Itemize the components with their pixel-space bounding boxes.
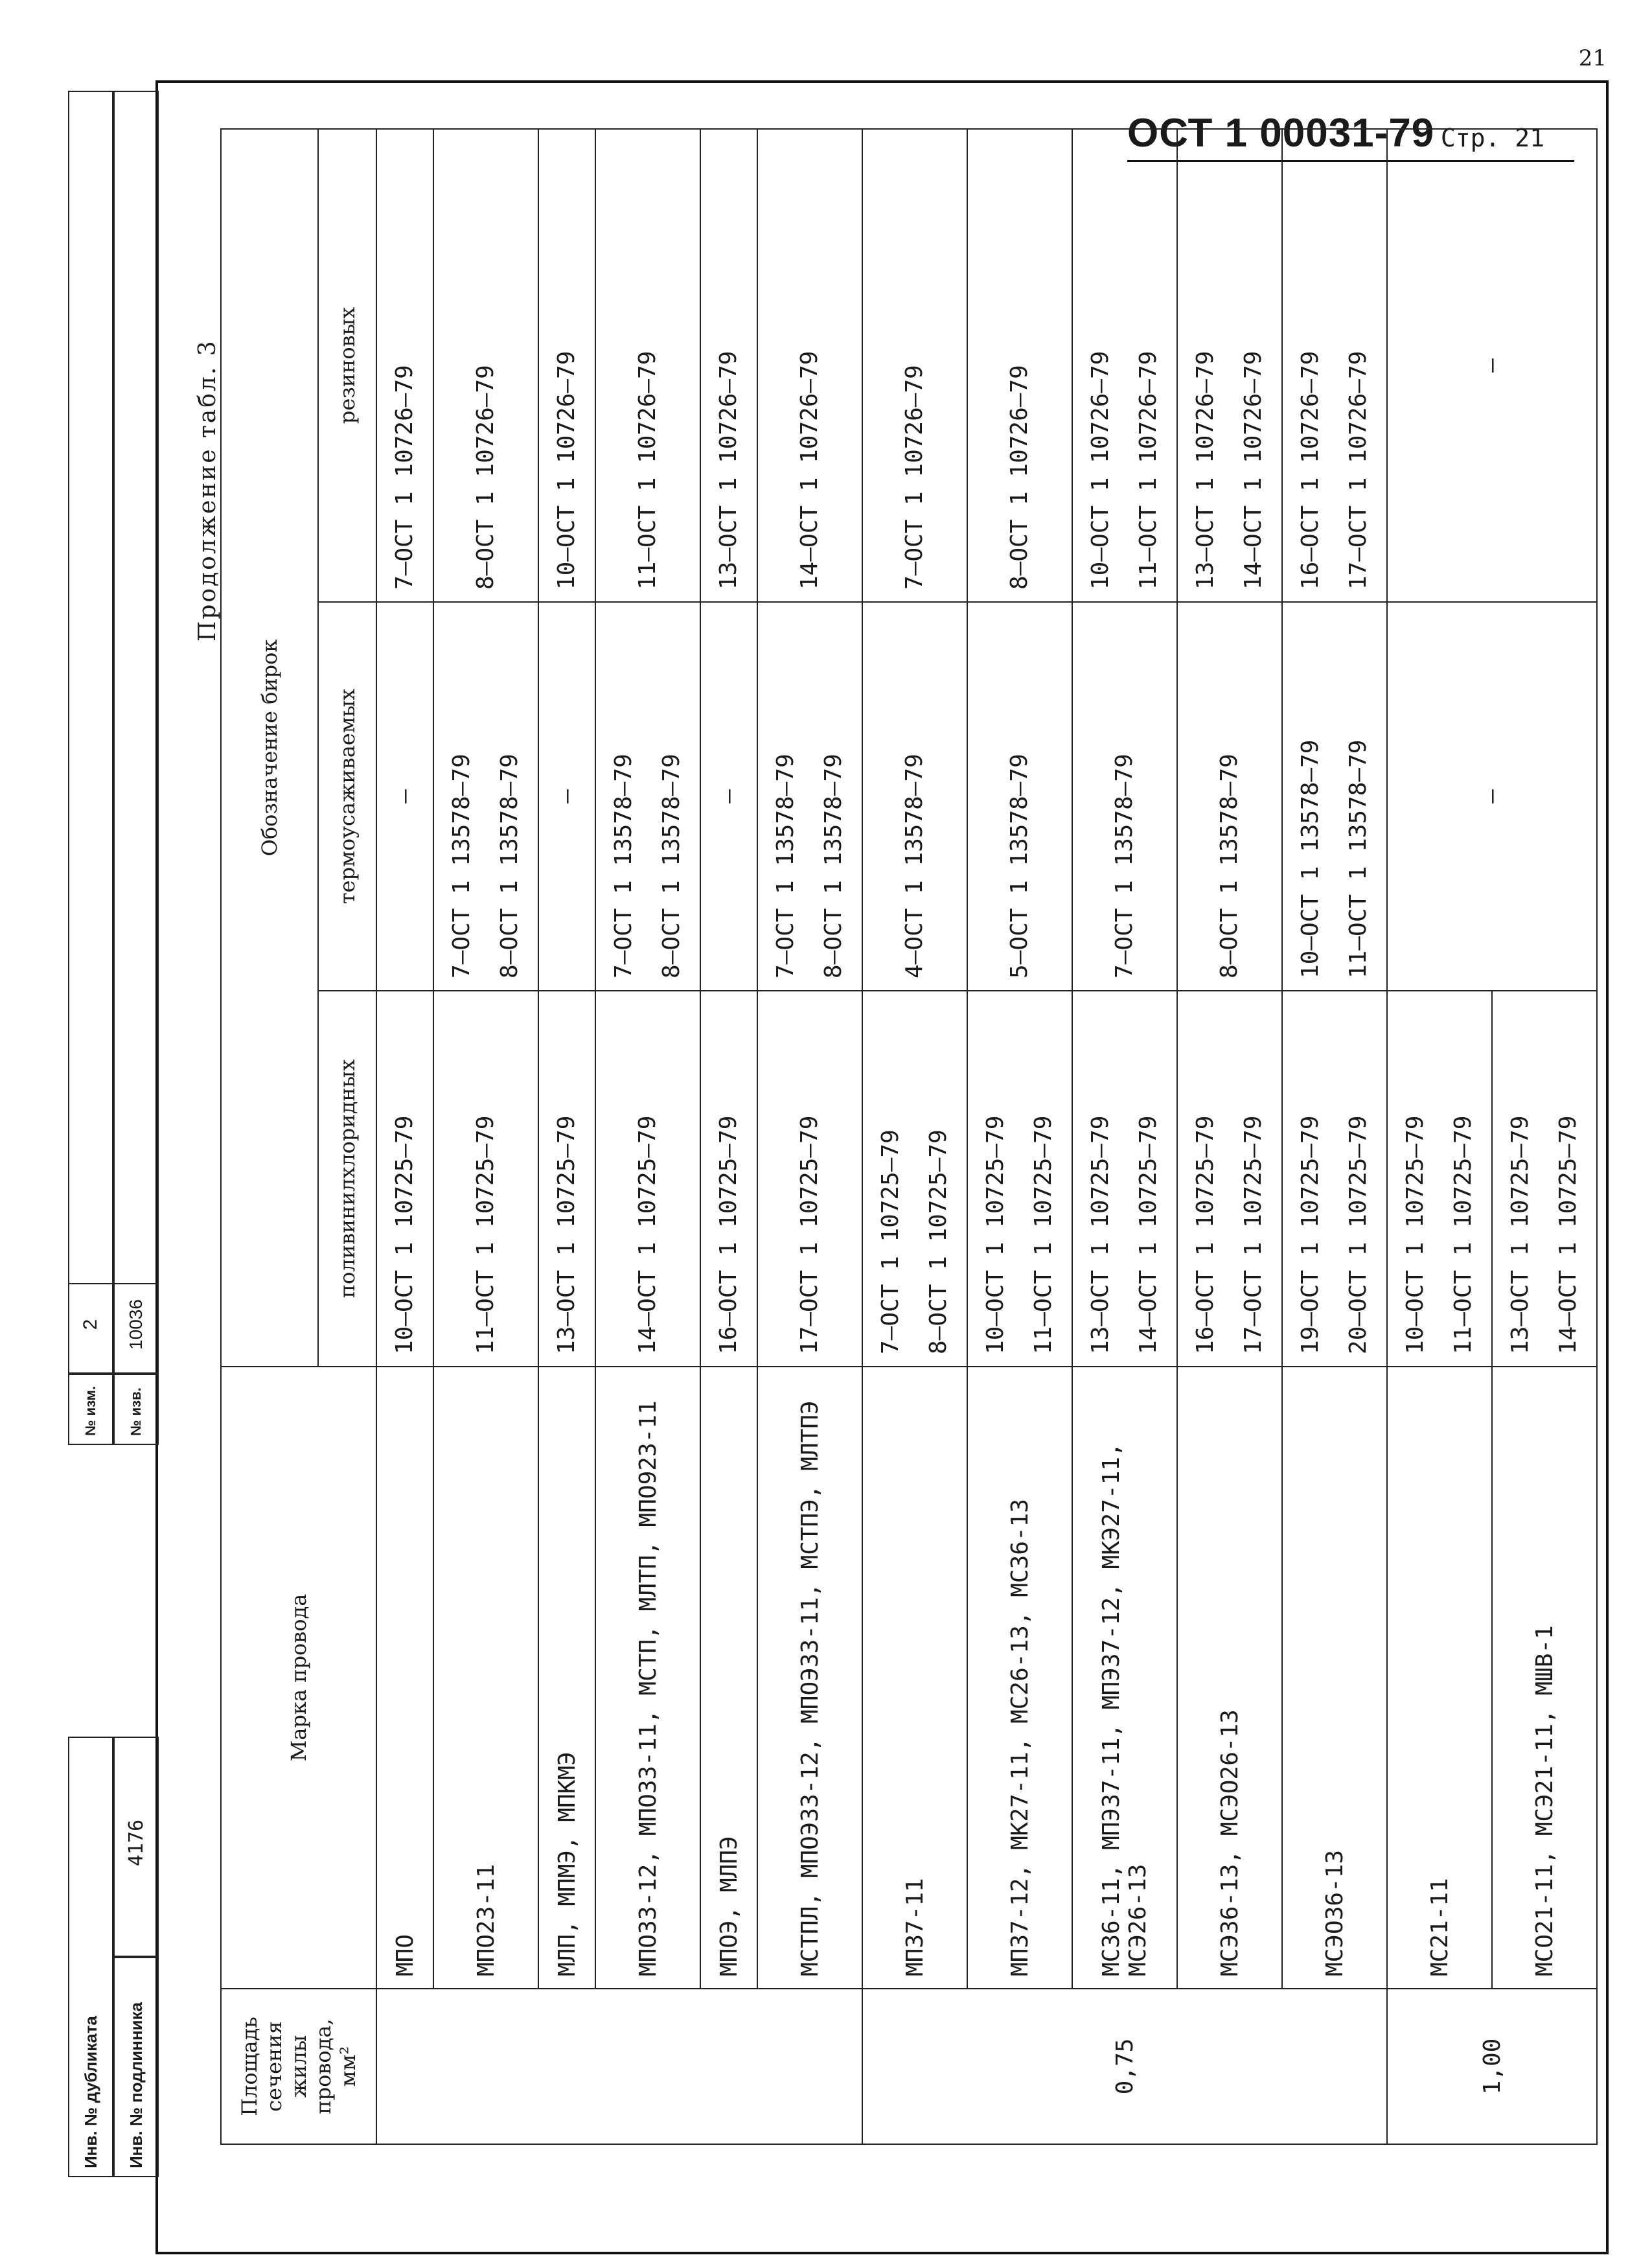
heat-cell — [1072, 602, 1177, 991]
brand-cell: МС36-11, МПЭ37-11, МПЭ37-12, МКЭ27-11, МСЭ26-13 — [1072, 1367, 1177, 1989]
pvc-cell — [700, 991, 757, 1367]
page-number: 21 — [1578, 45, 1607, 71]
heat-cell — [1387, 602, 1597, 991]
table-row — [1072, 129, 1177, 2144]
tag-code: 13–ОСТ 1 10725–79 — [1507, 1115, 1533, 1354]
tag-code: 11–ОСТ 1 10726–79 — [1135, 351, 1162, 590]
stamp-grid-bottom — [113, 91, 159, 1283]
tag-code: 7–ОСТ 1 10726–79 — [391, 365, 418, 590]
tag-code: 5–ОСТ 1 13578–79 — [1006, 754, 1033, 978]
table-row — [538, 129, 595, 2144]
tag-code: 7–ОСТ 1 13578–79 — [772, 754, 799, 978]
area-cell-blank — [376, 1989, 862, 2144]
tag-code: 10–ОСТ 1 10726–79 — [553, 351, 580, 590]
tag-code: – — [1478, 358, 1505, 373]
brand-cell: МСО21-11, МСЭ21-11, МШВ-1 — [1492, 1367, 1597, 1989]
tag-code: 14–ОСТ 1 10725–79 — [1555, 1115, 1581, 1354]
rubber-cell — [757, 129, 862, 602]
table-row — [376, 129, 433, 2144]
tag-code: – — [1478, 789, 1505, 804]
notice-value: 10036 — [113, 1283, 159, 1374]
page-label: Стр. 21 — [1440, 124, 1545, 152]
table-row — [433, 129, 538, 2144]
col-area: Площадь сечения жилы провода, мм² — [221, 1989, 376, 2144]
pvc-cell — [595, 991, 700, 1367]
table-row — [862, 129, 967, 2144]
rubber-cell — [700, 129, 757, 602]
area-cell: 0,75 — [862, 1989, 1387, 2144]
heat-cell — [862, 602, 967, 991]
tag-code: 13–ОСТ 1 10726–79 — [715, 351, 742, 590]
rubber-cell — [1282, 129, 1387, 602]
pvc-cell — [538, 991, 595, 1367]
tag-code: 10–ОСТ 1 10725–79 — [391, 1115, 418, 1354]
tag-code: 11–ОСТ 1 10726–79 — [634, 351, 661, 590]
tag-code: 7–ОСТ 1 10726–79 — [901, 365, 928, 590]
heat-cell — [538, 602, 595, 991]
rubber-cell — [862, 129, 967, 602]
rubber-cell — [433, 129, 538, 602]
pvc-cell — [376, 991, 433, 1367]
tag-code: 19–ОСТ 1 10725–79 — [1297, 1115, 1324, 1354]
tag-code: 8–ОСТ 1 10726–79 — [472, 365, 499, 590]
notice-label: № изв. — [113, 1374, 159, 1445]
tag-code: 11–ОСТ 1 13578–79 — [1345, 739, 1371, 978]
tag-code: 8–ОСТ 1 13578–79 — [496, 754, 523, 978]
pvc-cell — [1492, 991, 1597, 1367]
pvc-cell — [1282, 991, 1387, 1367]
tag-code: 8–ОСТ 1 10726–79 — [1006, 365, 1033, 590]
tag-code: 8–ОСТ 1 13578–79 — [658, 754, 685, 978]
tag-code: 14–ОСТ 1 10725–79 — [1135, 1115, 1162, 1354]
brand-cell: МП37-11 — [862, 1367, 967, 1989]
col-heat: термоусаживаемых — [318, 602, 376, 991]
col-brand: Марка провода — [221, 1367, 376, 1989]
tag-code: 7–ОСТ 1 13578–79 — [1111, 754, 1138, 978]
stamp-grid-top — [68, 91, 113, 1283]
tag-code: 10–ОСТ 1 13578–79 — [1297, 739, 1324, 978]
tag-code: 16–ОСТ 1 10726–79 — [1297, 351, 1324, 590]
table-row — [700, 129, 757, 2144]
rubber-cell — [376, 129, 433, 602]
side-stamp — [68, 91, 159, 2177]
tag-code: 20–ОСТ 1 10725–79 — [1345, 1115, 1371, 1354]
tag-code: 13–ОСТ 1 10725–79 — [1087, 1115, 1114, 1354]
col-pvc: поливинилхлоридных — [318, 991, 376, 1367]
change-label: № изм. — [68, 1374, 113, 1445]
table — [220, 128, 1598, 2145]
tag-code: – — [553, 789, 580, 804]
table-row — [1282, 129, 1387, 2144]
pvc-cell — [757, 991, 862, 1367]
brand-cell: МСЭ36-13, МСЭО26-13 — [1177, 1367, 1282, 1989]
tag-code: 14–ОСТ 1 10726–79 — [796, 351, 823, 590]
tag-code: 8–ОСТ 1 13578–79 — [820, 754, 847, 978]
tag-code: 16–ОСТ 1 10725–79 — [715, 1115, 742, 1354]
tag-code: 10–ОСТ 1 10726–79 — [1087, 351, 1114, 590]
pvc-cell — [433, 991, 538, 1367]
rubber-cell — [1072, 129, 1177, 602]
heat-cell — [700, 602, 757, 991]
brand-cell: МСТПЛ, МПОЭ33-12, МПОЭ33-11, МСТПЭ, МЛТПЭ — [757, 1367, 862, 1989]
rubber-cell — [1177, 129, 1282, 602]
tag-code: 13–ОСТ 1 10726–79 — [1192, 351, 1219, 590]
rubber-cell — [595, 129, 700, 602]
inv-duplicate-label: Инв. № дубликата — [68, 1737, 113, 2177]
tag-code: 8–ОСТ 1 13578–79 — [1216, 754, 1243, 978]
continuation-label: Продолжение табл. 3 — [194, 339, 221, 642]
heat-cell — [967, 602, 1072, 991]
tag-code: 17–ОСТ 1 10725–79 — [1240, 1115, 1267, 1354]
tag-code: 11–ОСТ 1 10725–79 — [1450, 1115, 1476, 1354]
tag-code: 4–ОСТ 1 13578–79 — [901, 754, 928, 978]
heat-cell — [1282, 602, 1387, 991]
tag-code: 10–ОСТ 1 10725–79 — [982, 1115, 1009, 1354]
tag-code: 8–ОСТ 1 10725–79 — [925, 1129, 952, 1354]
table-row — [757, 129, 862, 2144]
rubber-cell — [1387, 129, 1597, 602]
pvc-cell — [1072, 991, 1177, 1367]
table-row — [967, 129, 1072, 2144]
pvc-cell — [1387, 991, 1492, 1367]
table-row — [1387, 129, 1492, 2144]
inv-original-value: 4176 — [113, 1737, 159, 1957]
pvc-cell — [1177, 991, 1282, 1367]
tag-code: 14–ОСТ 1 10726–79 — [1240, 351, 1267, 590]
standard-number: ОСТ 1 00031-79 — [1127, 111, 1435, 156]
tag-code: 17–ОСТ 1 10725–79 — [796, 1115, 823, 1354]
area-cell: 1,00 — [1387, 1989, 1597, 2144]
brand-cell: МПОЭ, МЛПЭ — [700, 1367, 757, 1989]
tag-code: – — [391, 789, 418, 804]
tag-code: 11–ОСТ 1 10725–79 — [472, 1115, 499, 1354]
pvc-cell — [862, 991, 967, 1367]
rubber-cell — [967, 129, 1072, 602]
tag-code: 16–ОСТ 1 10725–79 — [1192, 1115, 1219, 1354]
brand-cell: МС21-11 — [1387, 1367, 1492, 1989]
heat-cell — [433, 602, 538, 991]
heat-cell — [595, 602, 700, 991]
brand-cell: МПО — [376, 1367, 433, 1989]
tag-code: 17–ОСТ 1 10726–79 — [1345, 351, 1371, 590]
brand-cell: МП37-12, МК27-11, МС26-13, МС36-13 — [967, 1367, 1072, 1989]
pvc-cell — [967, 991, 1072, 1367]
table-row — [595, 129, 700, 2144]
col-rubber: резиновых — [318, 129, 376, 602]
tag-code: 13–ОСТ 1 10725–79 — [553, 1115, 580, 1354]
brand-cell: МЛП, МПМЭ, МПКМЭ — [538, 1367, 595, 1989]
tag-code: 11–ОСТ 1 10725–79 — [1030, 1115, 1057, 1354]
tag-code: – — [715, 789, 742, 804]
heat-cell — [757, 602, 862, 991]
inv-original-label: Инв. № подлинника — [113, 1957, 159, 2177]
heat-cell — [1177, 602, 1282, 991]
tag-code: 7–ОСТ 1 10725–79 — [877, 1129, 904, 1354]
col-tags: Обозначение бирок — [221, 129, 318, 1367]
heat-cell — [376, 602, 433, 991]
change-value: 2 — [68, 1283, 113, 1374]
rubber-cell — [538, 129, 595, 602]
table-row — [1177, 129, 1282, 2144]
brand-cell: МПО23-11 — [433, 1367, 538, 1989]
tag-code: 14–ОСТ 1 10725–79 — [634, 1115, 661, 1354]
brand-cell: МПО33-12, МПО33-11, МСТП, МЛТП, МПО923-11 — [595, 1367, 700, 1989]
tag-code: 10–ОСТ 1 10725–79 — [1402, 1115, 1428, 1354]
brand-cell: МСЭО36-13 — [1282, 1367, 1387, 1989]
tag-code: 7–ОСТ 1 13578–79 — [448, 754, 475, 978]
tag-code: 7–ОСТ 1 13578–79 — [610, 754, 637, 978]
